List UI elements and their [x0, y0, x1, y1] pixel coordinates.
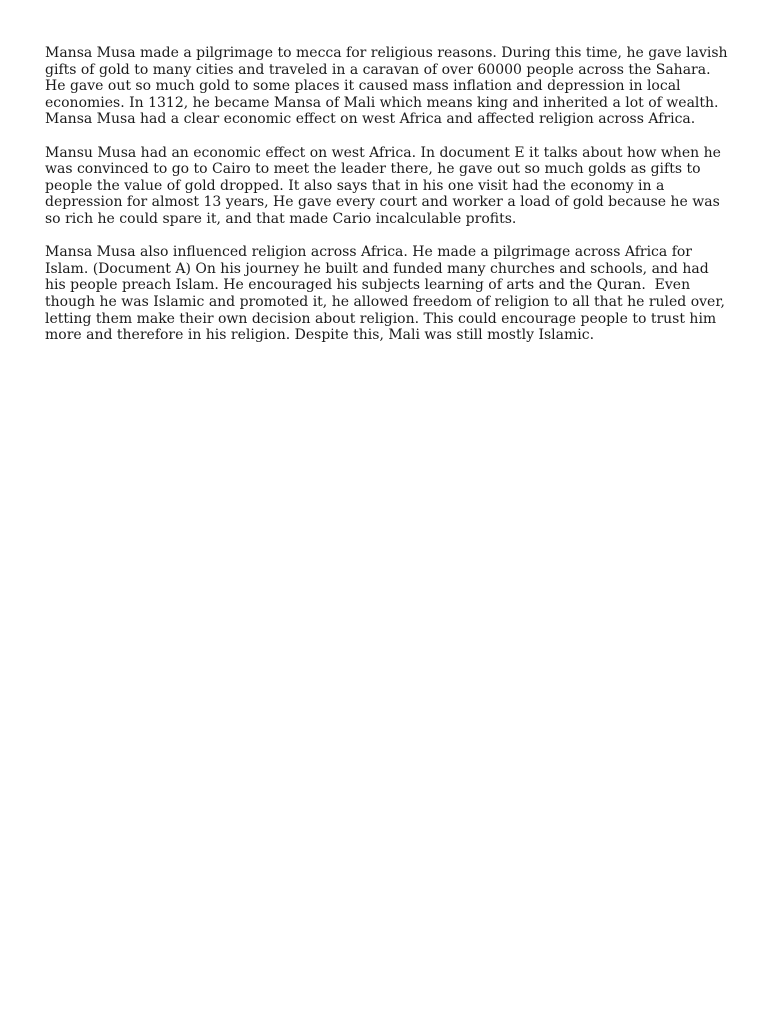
text-line: Mansa Musa made a pilgrimage to mecca for religious reasons. During this time, he gave lavish: [45, 45, 728, 61]
text-line: letting them make their own decision about religion. This could encourage people to trust him: [45, 310, 717, 327]
text-line: Mansa Musa also influenced religion across Africa. He made a pilgrimage across Africa for: [45, 244, 693, 261]
text-line: his people preach Islam. He encouraged his subjects learning of arts and the Quran. Even: [45, 277, 691, 294]
text-line: He gave out so much gold to some places it caused mass inflation and depression in local: [45, 78, 681, 95]
text-line: so rich he could spare it, and that made Cario incalculable profits.: [45, 210, 517, 227]
text-line: Mansa Musa had a clear economic effect on west Africa and affected religion across Africa.: [45, 111, 696, 128]
text-line: Mansu Musa had an economic effect on west Africa. In document E it talks about how when he: [45, 144, 721, 161]
paragraph-2: [45, 145, 725, 228]
text-line: gifts of gold to many cities and traveled in a caravan of over 60000 people across the Sahara.: [45, 61, 711, 78]
text-line: people the value of gold dropped. It also says that in his one visit had the economy in a: [45, 177, 665, 194]
text-line: economies. In 1312, he became Mansa of Mali which means king and inherited a lot of wealth.: [45, 94, 719, 111]
text-line: though he was Islamic and promoted it, he allowed freedom of religion to all that he ruled over,: [45, 293, 725, 310]
paragraph-1: [45, 45, 728, 128]
paragraph-3: [45, 244, 725, 344]
text-line: depression for almost 13 years, He gave every court and worker a load of gold because he was: [45, 194, 720, 211]
text-line: was convinced to go to Cairo to meet the leader there, he gave out so much golds as gifts to: [45, 161, 701, 178]
text-line: Islam. (Document A) On his journey he built and funded many churches and schools, and had: [45, 260, 709, 277]
document-page: [45, 45, 728, 360]
text-line: more and therefore in his religion. Despite this, Mali was still mostly Islamic.: [45, 327, 595, 344]
